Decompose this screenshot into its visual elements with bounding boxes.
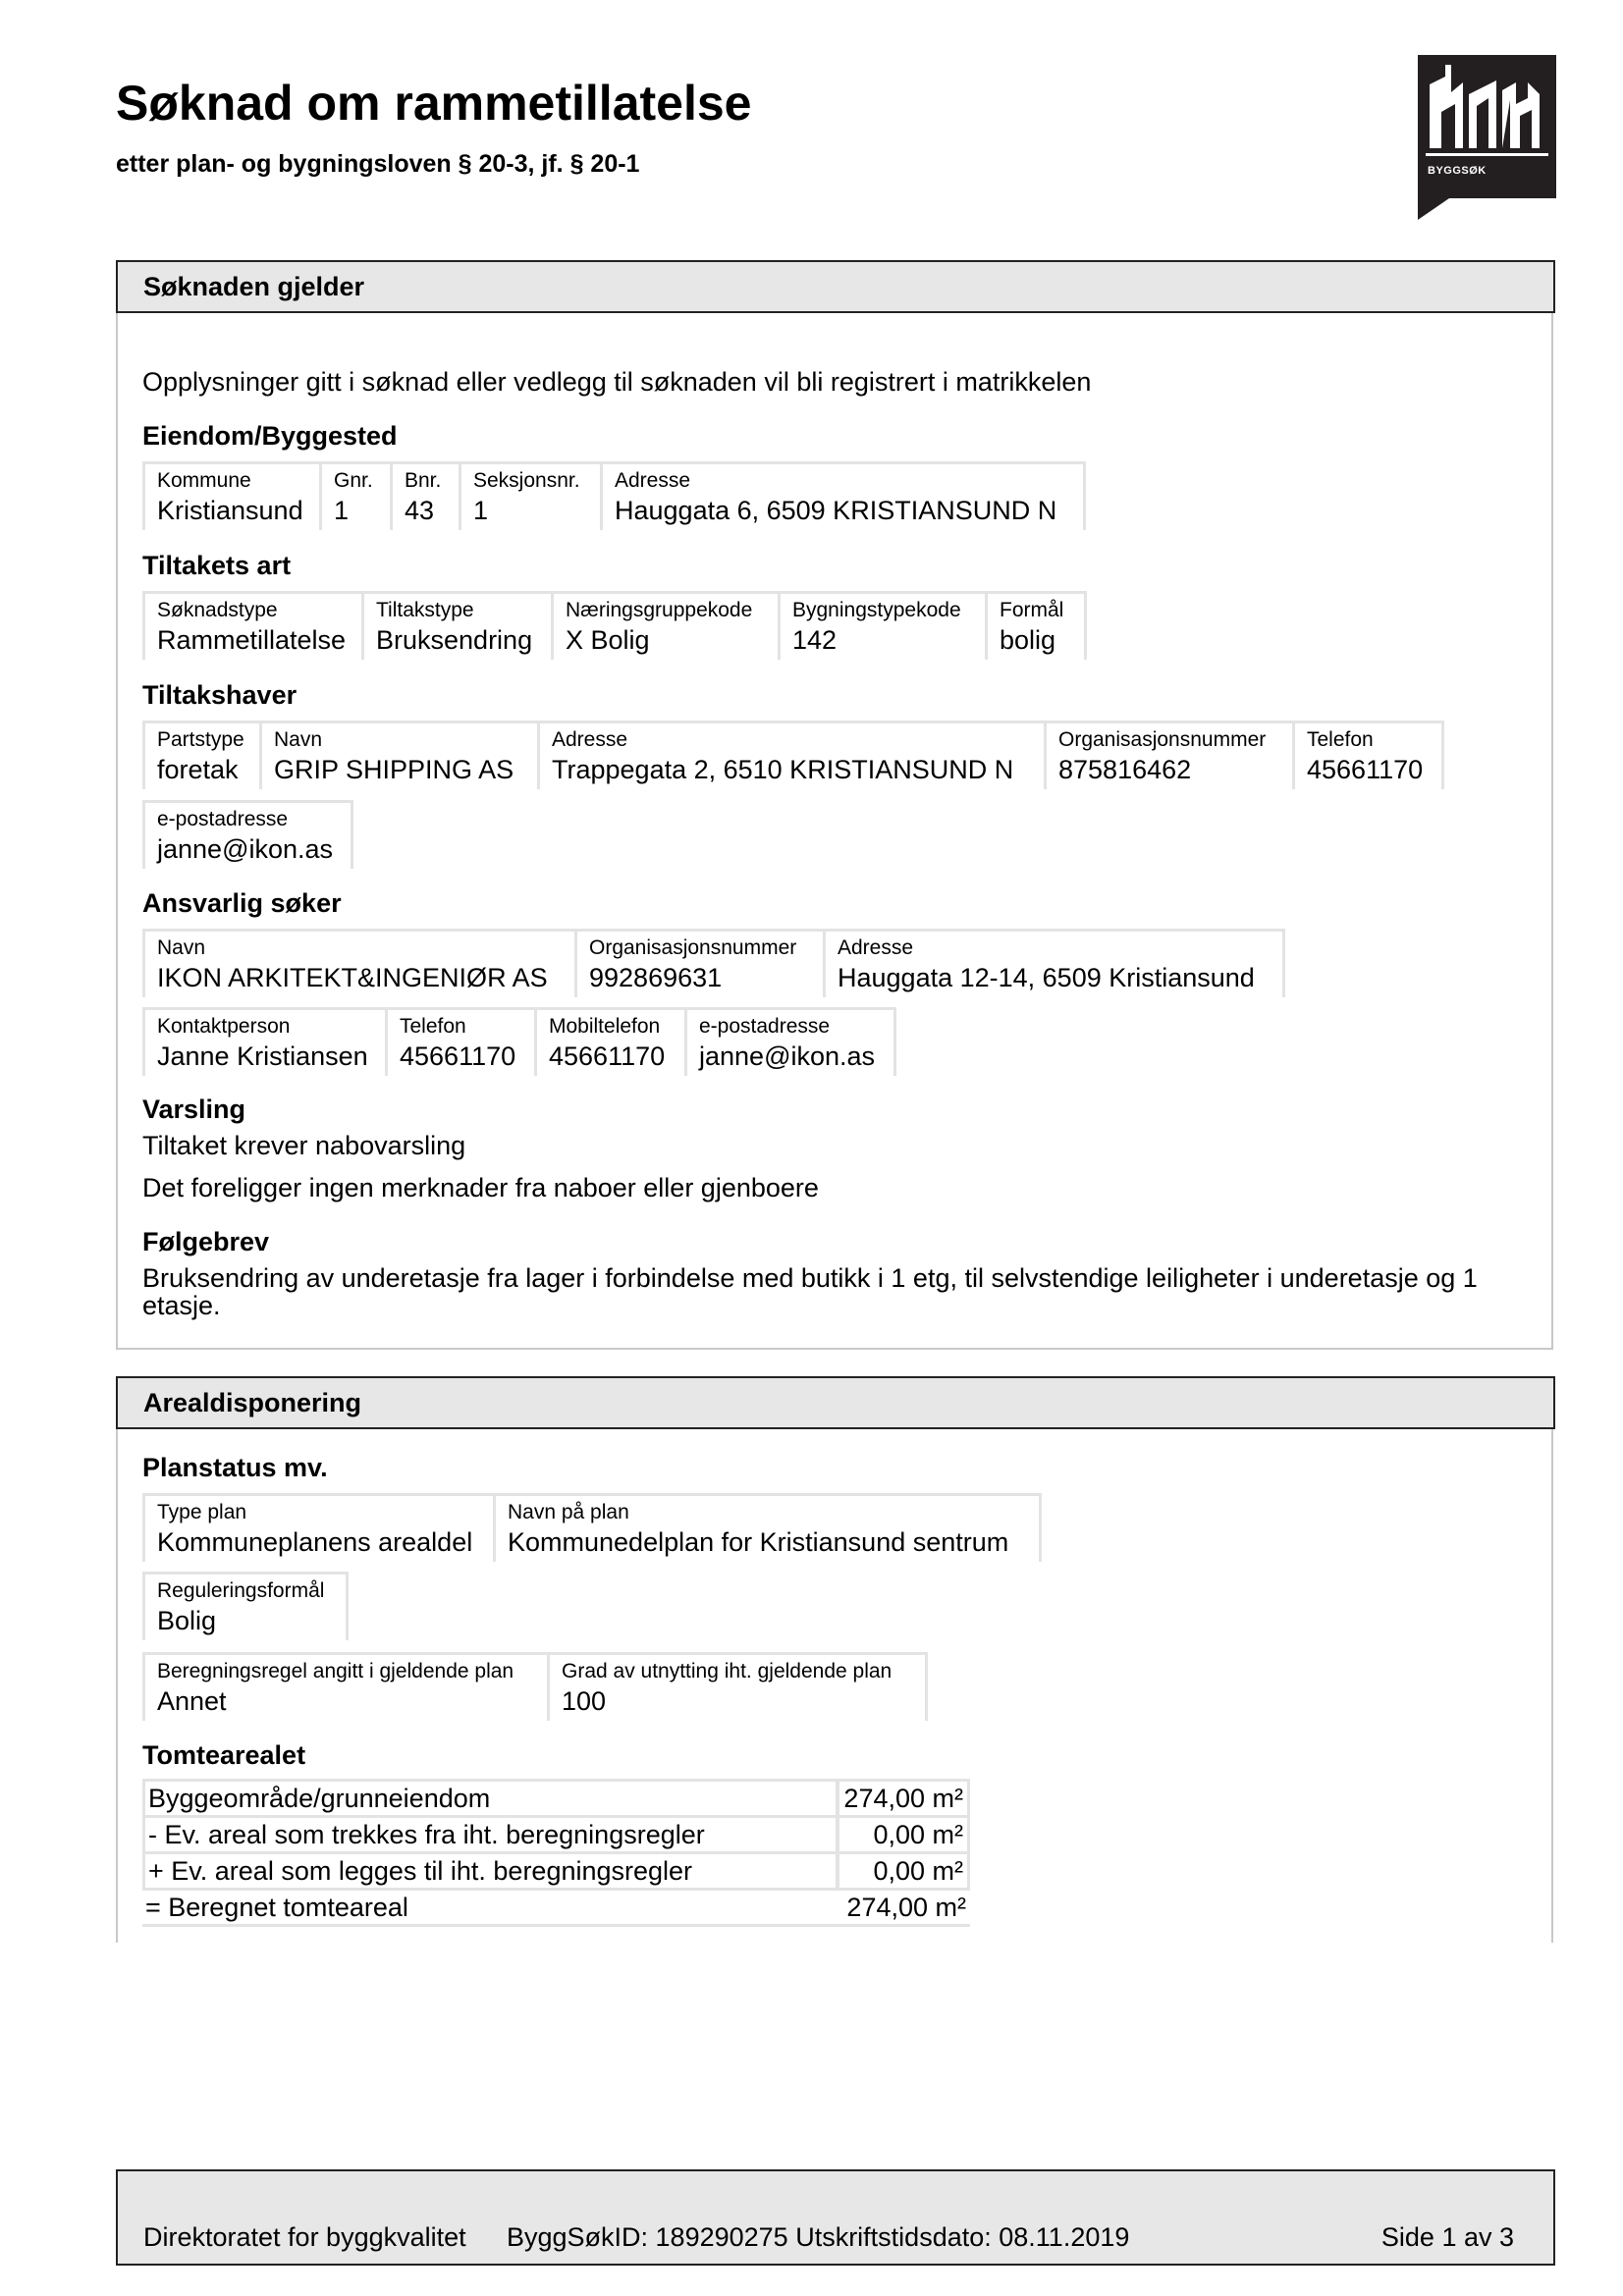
field-navn-pa-plan	[496, 1493, 1042, 1562]
field-value: 1	[473, 496, 489, 525]
field-kontaktperson	[142, 1007, 388, 1076]
byggsok-logo	[1418, 55, 1556, 198]
field-value: foretak	[157, 755, 239, 784]
section-header-soknaden-gjelder	[116, 260, 1555, 313]
tiltakshaver-title: Tiltakshaver	[142, 680, 298, 710]
field-value: 142	[792, 625, 838, 655]
tomtearealet-title: Tomtearealet	[142, 1740, 306, 1770]
field-soker-mobiltelefon	[537, 1007, 687, 1076]
field-tiltakshaver-navn	[262, 721, 540, 789]
field-label: Bnr.	[405, 469, 442, 492]
logo-tail-shape	[1418, 198, 1449, 220]
field-reguleringsformal	[142, 1572, 349, 1640]
footer-org: Direktoratet for byggkvalitet	[143, 2222, 466, 2252]
field-label: Beregningsregel angitt i gjeldende plan	[157, 1660, 514, 1682]
table-row	[142, 1854, 970, 1891]
field-value: IKON ARKITEKT&INGENIØR AS	[157, 963, 548, 992]
section-heading: Søknaden gjelder	[143, 272, 365, 301]
folgebrev-line-2: etasje.	[142, 1291, 221, 1320]
field-label: Bygningstypekode	[792, 599, 961, 621]
field-label: Organisasjonsnummer	[1058, 728, 1267, 751]
field-value: janne@ikon.as	[699, 1041, 876, 1071]
field-type-plan	[142, 1493, 496, 1562]
ansvarlig-soker-title: Ansvarlig søker	[142, 888, 342, 918]
field-soknadstype	[142, 591, 364, 660]
varsling-line-1: Tiltaket krever nabovarsling	[142, 1131, 466, 1160]
section-header-arealdisponering	[116, 1376, 1555, 1429]
row-value: 274,00 m²	[846, 1893, 966, 1922]
field-value: 992869631	[589, 963, 723, 992]
field-label: Navn	[274, 728, 323, 751]
field-label: Telefon	[1307, 728, 1374, 751]
field-label: e-postadresse	[157, 808, 289, 830]
folgebrev-title: Følgebrev	[142, 1227, 270, 1256]
field-bygningstypekode	[781, 591, 988, 660]
field-label: Organisasjonsnummer	[589, 936, 797, 959]
field-value: 875816462	[1058, 755, 1192, 784]
logo-text: BYGGSØK	[1428, 165, 1487, 177]
field-soker-navn	[142, 929, 577, 997]
field-soker-adresse	[826, 929, 1285, 997]
field-seksjonsnr	[461, 461, 603, 530]
field-beregningsregel	[142, 1652, 550, 1721]
field-formal	[988, 591, 1087, 660]
field-grad-av-utnytting	[550, 1652, 928, 1721]
field-label: Reguleringsformål	[157, 1579, 325, 1602]
field-label: Navn på plan	[508, 1501, 629, 1523]
field-value: Kommuneplanens arealdel	[157, 1527, 473, 1557]
logo-buildings-icon	[1418, 55, 1556, 198]
table-row	[142, 1891, 970, 1927]
field-label: e-postadresse	[699, 1015, 831, 1038]
field-partstype	[142, 721, 262, 789]
row-label: Byggeområde/grunneiendom	[148, 1784, 491, 1813]
table-row	[142, 1782, 970, 1818]
footer-page-number: Side 1 av 3	[1380, 2222, 1514, 2252]
field-label: Adresse	[615, 469, 691, 492]
field-value: Hauggata 6, 6509 KRISTIANSUND N	[615, 496, 1057, 525]
field-label: Næringsgruppekode	[566, 599, 753, 621]
matrikkel-intro-text: Opplysninger gitt i søknad eller vedlegg til søknaden vil bli registrert i matrikkelen	[142, 367, 1092, 397]
table-row	[142, 1818, 970, 1854]
field-adresse	[603, 461, 1086, 530]
field-tiltakstype	[364, 591, 554, 660]
eiendom-title: Eiendom/Byggested	[142, 421, 398, 451]
field-value: Annet	[157, 1686, 227, 1716]
field-label: Partstype	[157, 728, 244, 751]
field-value: Hauggata 12-14, 6509 Kristiansund	[838, 963, 1255, 992]
field-value: janne@ikon.as	[157, 834, 334, 864]
row-value: 274,00 m²	[843, 1784, 963, 1813]
field-label: Søknadstype	[157, 599, 278, 621]
field-value: 100	[562, 1686, 607, 1716]
field-label: Kontaktperson	[157, 1015, 291, 1038]
field-value: 45661170	[400, 1041, 516, 1071]
varsling-title: Varsling	[142, 1095, 246, 1124]
field-value: Trappegata 2, 6510 KRISTIANSUND N	[552, 755, 1014, 784]
field-value: Rammetillatelse	[157, 625, 347, 655]
field-tiltakshaver-telefon	[1295, 721, 1444, 789]
field-tiltakshaver-orgnr	[1047, 721, 1295, 789]
field-value: GRIP SHIPPING AS	[274, 755, 514, 784]
field-value: X Bolig	[566, 625, 650, 655]
field-value: 43	[405, 496, 435, 525]
document-subtitle: etter plan- og bygningsloven § 20-3, jf. § 20-1	[116, 150, 640, 178]
field-soker-orgnr	[577, 929, 826, 997]
field-label: Adresse	[552, 728, 628, 751]
row-label: + Ev. areal som legges til iht. beregningsregler	[148, 1856, 693, 1886]
row-label: = Beregnet tomteareal	[145, 1893, 408, 1922]
row-label: - Ev. areal som trekkes fra iht. beregningsregler	[148, 1820, 705, 1849]
tiltakets-art-title: Tiltakets art	[142, 551, 292, 580]
field-tiltakshaver-epost	[142, 800, 353, 869]
field-value: Bolig	[157, 1606, 217, 1635]
field-label: Grad av utnytting iht. gjeldende plan	[562, 1660, 893, 1682]
varsling-line-2: Det foreligger ingen merknader fra naboer eller gjenboere	[142, 1173, 819, 1202]
field-value: 45661170	[1307, 755, 1424, 784]
field-label: Navn	[157, 936, 206, 959]
field-label: Seksjonsnr.	[473, 469, 580, 492]
field-label: Telefon	[400, 1015, 466, 1038]
field-tiltakshaver-adresse	[540, 721, 1047, 789]
field-value: Bruksendring	[376, 625, 533, 655]
field-label: Type plan	[157, 1501, 247, 1523]
column-divider	[836, 1818, 839, 1851]
field-label: Tiltakstype	[376, 599, 474, 621]
field-label: Mobiltelefon	[549, 1015, 661, 1038]
field-soker-telefon	[388, 1007, 537, 1076]
field-label: Gnr.	[334, 469, 373, 492]
field-bnr	[393, 461, 461, 530]
field-value: 1	[334, 496, 350, 525]
field-soker-epost	[687, 1007, 896, 1076]
field-value: 45661170	[549, 1041, 666, 1071]
field-value: Janne Kristiansen	[157, 1041, 368, 1071]
field-label: Formål	[1000, 599, 1064, 621]
row-value: 0,00 m²	[873, 1820, 963, 1849]
field-value: Kristiansund	[157, 496, 303, 525]
footer-id-date: ByggSøkID: 189290275 Utskriftstidsdato: 08.11.2019	[507, 2222, 1130, 2252]
field-value: bolig	[1000, 625, 1056, 655]
column-divider	[836, 1854, 839, 1888]
field-label: Adresse	[838, 936, 914, 959]
section-heading: Arealdisponering	[143, 1388, 362, 1417]
field-kommune	[142, 461, 322, 530]
field-label: Kommune	[157, 469, 251, 492]
planstatus-title: Planstatus mv.	[142, 1453, 328, 1482]
field-naeringsgruppekode	[554, 591, 781, 660]
page-footer	[116, 2169, 1555, 2266]
document-title: Søknad om rammetillatelse	[116, 76, 752, 131]
folgebrev-line-1: Bruksendring av underetasje fra lager i forbindelse med butikk i 1 etg, til selvstendige leiligheter i underetasje og 1	[142, 1263, 1478, 1293]
row-value: 0,00 m²	[873, 1856, 963, 1886]
field-gnr	[322, 461, 393, 530]
field-value: Kommunedelplan for Kristiansund sentrum	[508, 1527, 1009, 1557]
column-divider	[836, 1782, 839, 1815]
